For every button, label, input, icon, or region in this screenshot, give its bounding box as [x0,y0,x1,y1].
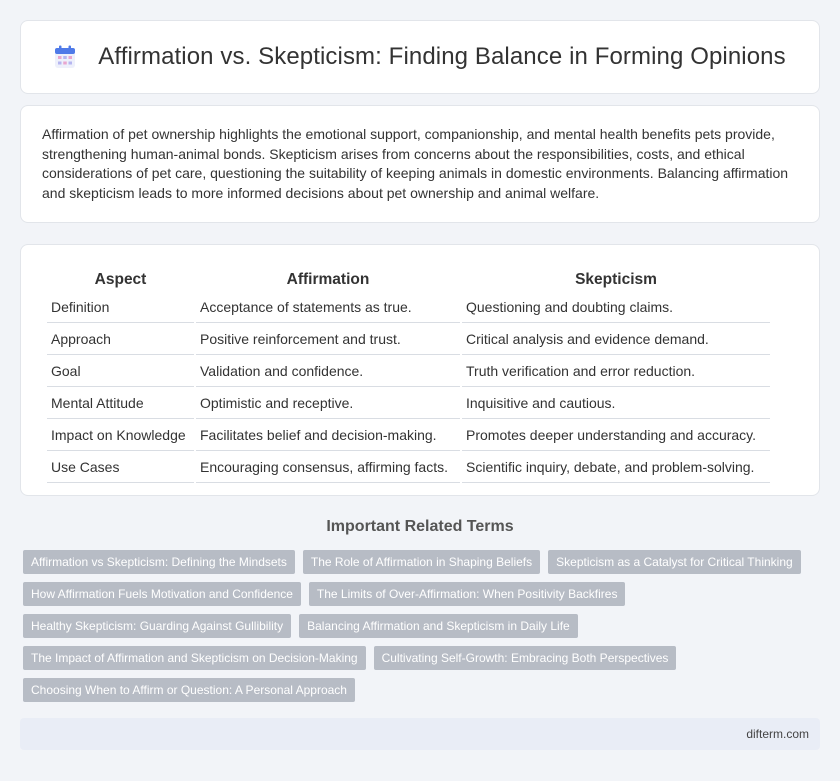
cell-skepticism: Promotes deeper understanding and accuracy. [462,421,770,451]
header-affirmation: Affirmation [286,271,370,288]
cell-aspect: Impact on Knowledge [47,421,194,451]
cell-aspect: Use Cases [47,453,194,483]
cell-skepticism: Questioning and doubting claims. [462,293,770,323]
related-term-tag[interactable]: How Affirmation Fuels Motivation and Confidence [23,582,301,606]
comparison-table-card [20,244,820,496]
cell-skepticism: Critical analysis and evidence demand. [462,325,770,355]
related-term-tag[interactable]: The Role of Affirmation in Shaping Beliefs [303,550,540,574]
table-row [47,325,770,355]
intro-paragraph: Affirmation of pet ownership highlights the emotional support, companionship, and mental health benefits pets provide, strengthening human-animal bonds. Skepticism arises from concerns about the responsibilities, costs, and ethical considerations of pet care, questioning the suitability of keeping animals in domestic environments. Balancing affirmation and skepticism leads to more informed decisions about pet ownership and animal welfare. [42,126,789,201]
page-title: Affirmation vs. Skepticism: Finding Balance in Forming Opinions [98,43,786,70]
cell-skepticism: Inquisitive and cautious. [462,389,770,419]
calendar-icon [54,45,76,69]
table-row [47,389,770,419]
cell-aspect: Definition [47,293,194,323]
tag-row [23,614,823,638]
tag-row [23,646,823,670]
cell-aspect: Approach [47,325,194,355]
cell-skepticism: Truth verification and error reduction. [462,357,770,387]
related-terms-title: Important Related Terms [326,518,514,535]
table-row [47,453,770,483]
related-term-tag[interactable]: Choosing When to Affirm or Question: A Personal Approach [23,678,355,702]
related-term-tag[interactable]: Healthy Skepticism: Guarding Against Gullibility [23,614,291,638]
cell-affirmation: Optimistic and receptive. [196,389,460,419]
footer [20,718,820,750]
cell-affirmation: Facilitates belief and decision-making. [196,421,460,451]
cell-aspect: Mental Attitude [47,389,194,419]
related-term-tag[interactable]: Balancing Affirmation and Skepticism in Daily Life [299,614,578,638]
intro-card [20,105,820,223]
table-header-row [47,268,770,291]
related-term-tag[interactable]: The Limits of Over-Affirmation: When Positivity Backfires [309,582,626,606]
cell-aspect: Goal [47,357,194,387]
header-aspect: Aspect [94,271,147,288]
table-row [47,421,770,451]
table-row [47,293,770,323]
title-wrap [54,43,785,71]
cell-affirmation: Acceptance of statements as true. [196,293,460,323]
cell-affirmation: Validation and confidence. [196,357,460,387]
cell-skepticism: Scientific inquiry, debate, and problem-solving. [462,453,770,483]
related-term-tag[interactable]: Skepticism as a Catalyst for Critical Thinking [548,550,801,574]
related-term-tag[interactable]: Cultivating Self-Growth: Embracing Both Perspectives [374,646,677,670]
header-card [20,20,820,94]
cell-affirmation: Encouraging consensus, affirming facts. [196,453,460,483]
header-skepticism: Skepticism [575,271,657,288]
table-row [47,357,770,387]
related-terms-tags [23,550,823,710]
related-term-tag[interactable]: Affirmation vs Skepticism: Defining the Mindsets [23,550,295,574]
tag-row [23,550,823,574]
cell-affirmation: Positive reinforcement and trust. [196,325,460,355]
footer-site-link[interactable]: difterm.com [746,727,809,741]
tag-row [23,678,823,702]
related-term-tag[interactable]: The Impact of Affirmation and Skepticism on Decision-Making [23,646,366,670]
comparison-table [45,266,772,485]
tag-row [23,582,823,606]
